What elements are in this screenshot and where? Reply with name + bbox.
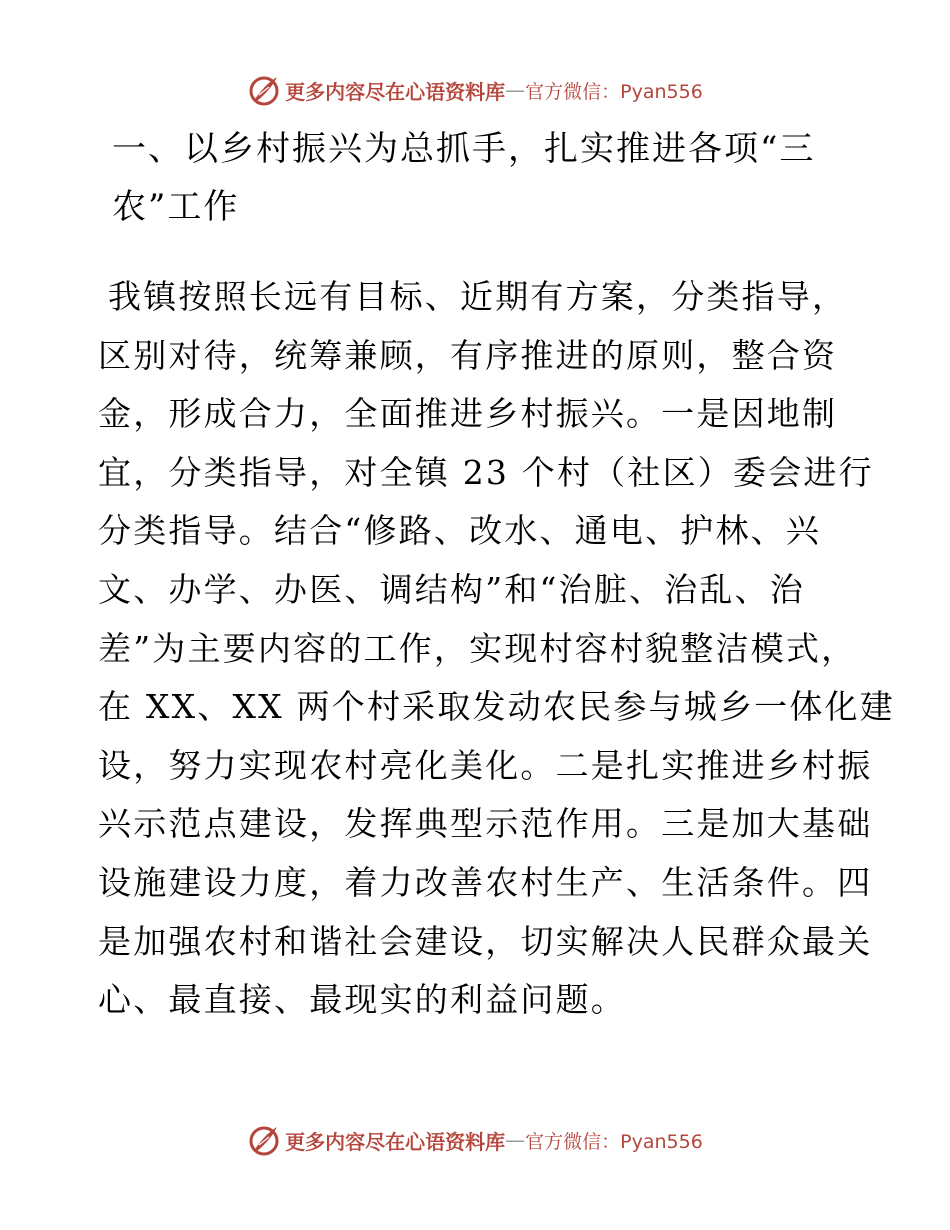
feather-logo-icon bbox=[247, 73, 281, 107]
paragraph-line: 设，努力实现农村亮化美化。二是扎实推进乡村振 bbox=[98, 745, 873, 785]
watermark-brand: 更多内容尽在心语资料库 bbox=[285, 1129, 506, 1154]
watermark-contact: 官方微信：Pyan556 bbox=[525, 80, 703, 103]
paragraph-line: 心、最直接、最现实的利益问题。 bbox=[98, 980, 626, 1020]
section-heading-line: 农”工作 bbox=[112, 187, 240, 227]
paragraph-line: 分类指导。结合“修路、改水、通电、护林、兴 bbox=[98, 511, 822, 551]
watermark-contact: 官方微信：Pyan556 bbox=[525, 1130, 703, 1153]
section-heading-line: 一、以乡村振兴为总抓手，扎实推进各项“三 bbox=[112, 129, 816, 169]
paragraph-line: 宜，分类指导，对全镇 23 个村（社区）委会进行 bbox=[98, 452, 874, 492]
section-heading bbox=[98, 120, 858, 236]
footer-watermark bbox=[0, 1120, 950, 1160]
paragraph-line: 差”为主要内容的工作，实现村容村貌整洁模式， bbox=[98, 628, 857, 668]
paragraph-line: 文、办学、办医、调结构”和“治脏、治乱、治 bbox=[98, 569, 805, 609]
feather-logo-icon bbox=[247, 1123, 281, 1157]
paragraph-line: 金，形成合力，全面推进乡村振兴。一是因地制 bbox=[98, 394, 838, 434]
paragraph-line: 兴示范点建设，发挥典型示范作用。三是加大基础 bbox=[98, 804, 873, 844]
body-paragraph bbox=[98, 268, 895, 1030]
document-body bbox=[98, 120, 895, 1030]
paragraph-line: 区别对待，统筹兼顾，有序推进的原则，整合资 bbox=[98, 335, 838, 375]
watermark-brand: 更多内容尽在心语资料库 bbox=[285, 79, 506, 104]
paragraph-line: 是加强农村和谐社会建设，切实解决人民群众最关 bbox=[98, 921, 873, 961]
watermark-separator: — bbox=[505, 78, 526, 102]
paragraph-line: 我镇按照长远有目标、近期有方案，分类指导， bbox=[108, 277, 848, 316]
paragraph-line: 设施建设力度，着力改善农村生产、生活条件。四 bbox=[98, 862, 873, 902]
paragraph-line: 在 XX、XX 两个村采取发动农民参与城乡一体化建 bbox=[98, 687, 895, 727]
header-watermark bbox=[0, 70, 950, 110]
watermark-separator: — bbox=[505, 1128, 526, 1152]
